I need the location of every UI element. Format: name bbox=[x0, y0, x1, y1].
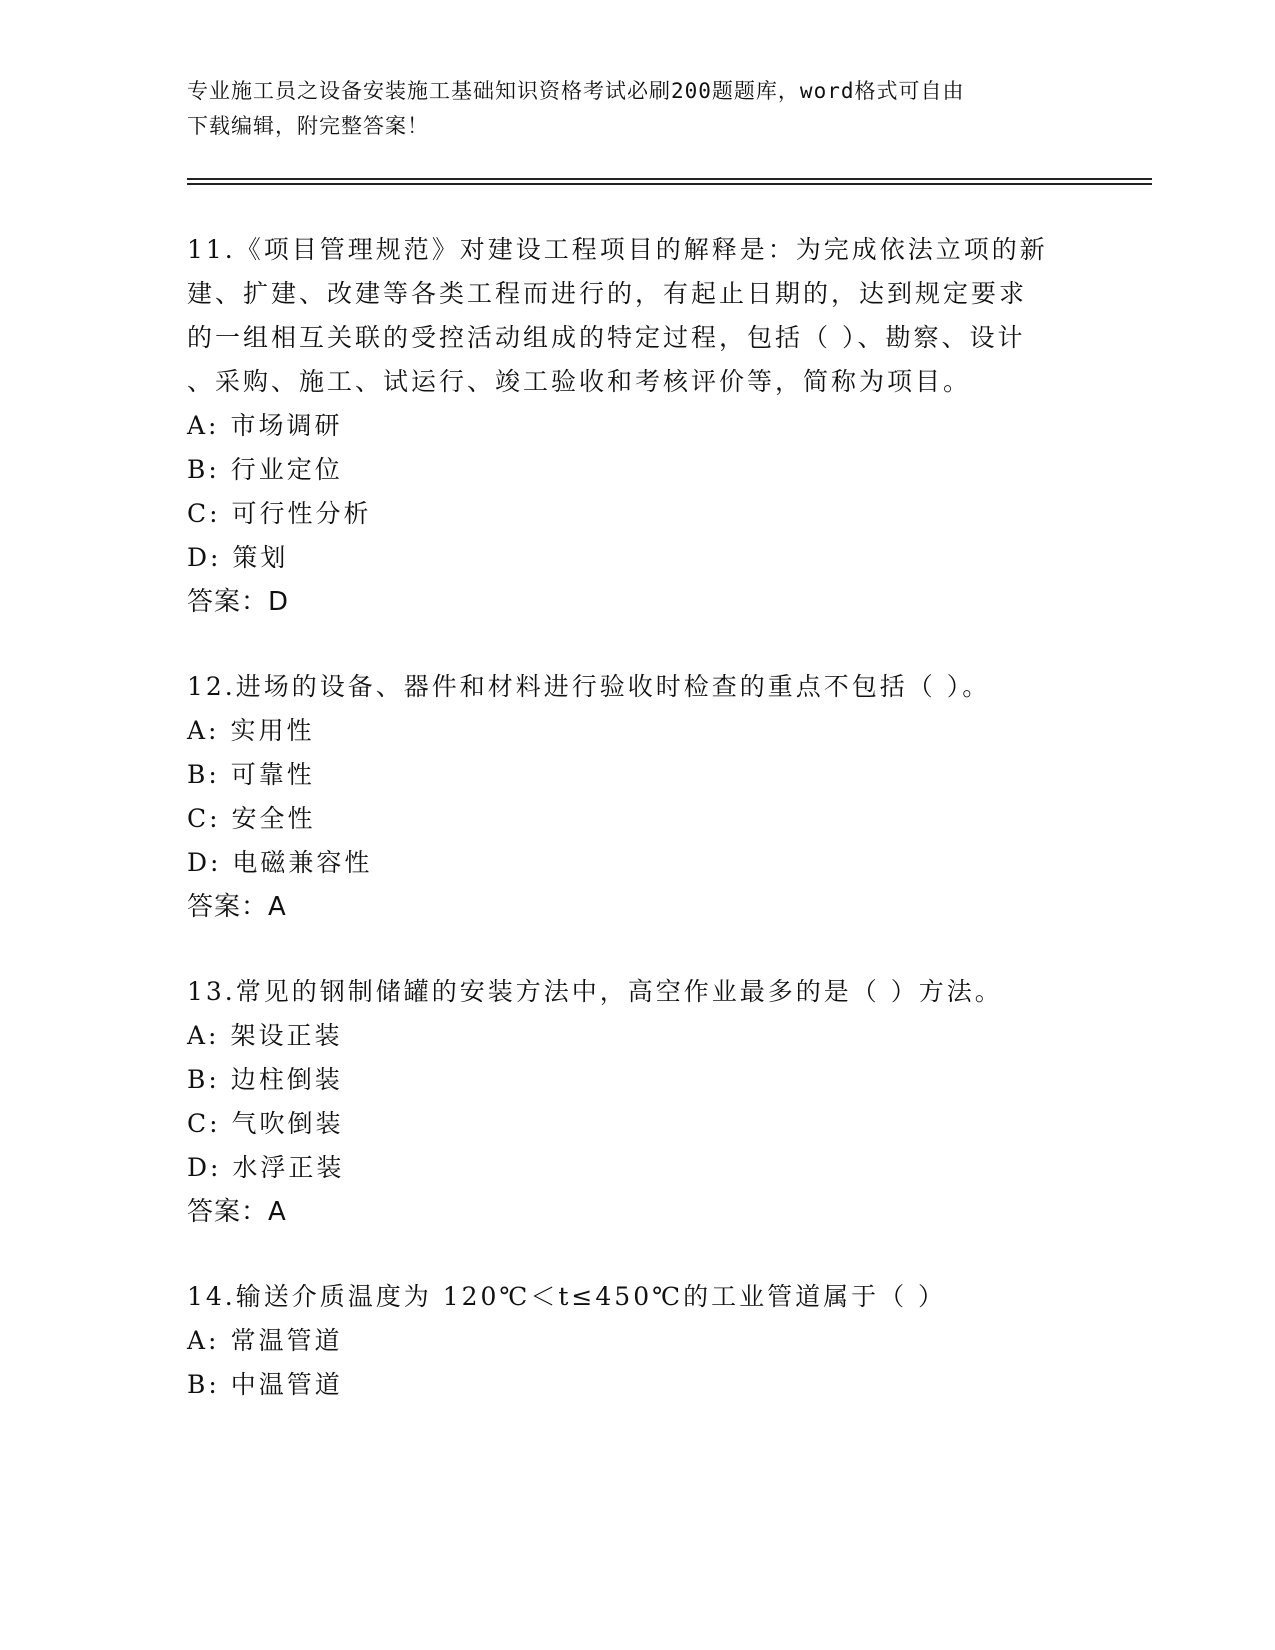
question-12-stem-line-1: 12.进场的设备、器件和材料进行验收时检查的重点不包括（ ）。 bbox=[187, 672, 991, 701]
question-11-stem-line-2: 建、扩建、改建等各类工程而进行的，有起止日期的，达到规定要求 bbox=[187, 279, 1028, 308]
header-divider-top bbox=[187, 178, 1152, 180]
question-11-option-d bbox=[187, 535, 1087, 581]
question-11-option-b bbox=[187, 447, 1087, 493]
question-12-option-a bbox=[187, 708, 1087, 754]
question-13-option-b bbox=[187, 1057, 1087, 1103]
option-letter: B: bbox=[187, 760, 220, 789]
question-14-option-b bbox=[187, 1362, 1087, 1408]
question-12-option-c bbox=[187, 796, 1087, 842]
question-11-stem-line-4: 、采购、施工、试运行、竣工验收和考核评价等，简称为项目。 bbox=[187, 367, 972, 396]
question-13-option-d bbox=[187, 1145, 1087, 1191]
option-text: 水浮正装 bbox=[232, 1153, 345, 1182]
question-13-option-c bbox=[187, 1101, 1087, 1147]
page-header bbox=[187, 74, 1067, 144]
option-text: 边柱倒装 bbox=[230, 1065, 343, 1094]
option-letter: B: bbox=[187, 455, 220, 484]
option-text: 策划 bbox=[232, 543, 289, 572]
question-14-option-a bbox=[187, 1318, 1087, 1364]
header-divider-bottom bbox=[187, 183, 1152, 185]
question-13-option-a bbox=[187, 1013, 1087, 1059]
option-letter: D: bbox=[187, 1153, 222, 1182]
option-letter: C: bbox=[187, 499, 221, 528]
option-text: 架设正装 bbox=[230, 1021, 343, 1050]
question-11-option-c bbox=[187, 491, 1087, 537]
question-14-stem-line-1: 14.输送介质温度为 120℃＜t≤450℃的工业管道属于（ ） bbox=[187, 1282, 947, 1311]
option-text: 行业定位 bbox=[230, 455, 343, 484]
option-letter: A: bbox=[187, 1021, 220, 1050]
question-12-option-d bbox=[187, 840, 1087, 886]
question-11-stem-line-1: 11.《项目管理规范》对建设工程项目的解释是：为完成依法立项的新 bbox=[187, 235, 1048, 264]
question-13-answer: 答案：A bbox=[187, 1197, 287, 1227]
option-text: 气吹倒装 bbox=[231, 1109, 344, 1138]
header-line-2: 下载编辑，附完整答案！ bbox=[187, 114, 429, 138]
option-letter: A: bbox=[187, 1326, 220, 1355]
option-text: 中温管道 bbox=[230, 1370, 343, 1399]
option-text: 市场调研 bbox=[230, 411, 343, 440]
option-text: 安全性 bbox=[231, 804, 316, 833]
option-letter: D: bbox=[187, 848, 222, 877]
question-12-answer: 答案：A bbox=[187, 892, 287, 922]
option-letter: A: bbox=[187, 716, 220, 745]
header-line-1: 专业施工员之设备安装施工基础知识资格考试必刷200题题库，word格式可自由 bbox=[187, 79, 965, 103]
option-text: 实用性 bbox=[230, 716, 315, 745]
option-letter: B: bbox=[187, 1065, 220, 1094]
option-text: 常温管道 bbox=[230, 1326, 343, 1355]
option-letter: C: bbox=[187, 804, 221, 833]
question-12-option-b bbox=[187, 752, 1087, 798]
question-11-stem-line-3: 的一组相互关联的受控活动组成的特定过程，包括（ ）、勘察、设计 bbox=[187, 323, 1026, 352]
option-letter: D: bbox=[187, 543, 222, 572]
option-letter: B: bbox=[187, 1370, 220, 1399]
option-text: 电磁兼容性 bbox=[232, 848, 373, 877]
option-text: 可靠性 bbox=[230, 760, 315, 789]
question-13-stem-line-1: 13.常见的钢制储罐的安装方法中，高空作业最多的是（ ）方法。 bbox=[187, 977, 1003, 1006]
question-11-option-a bbox=[187, 403, 1087, 449]
question-11-answer: 答案：D bbox=[187, 587, 290, 617]
option-text: 可行性分析 bbox=[231, 499, 372, 528]
option-letter: C: bbox=[187, 1109, 221, 1138]
option-letter: A: bbox=[187, 411, 220, 440]
